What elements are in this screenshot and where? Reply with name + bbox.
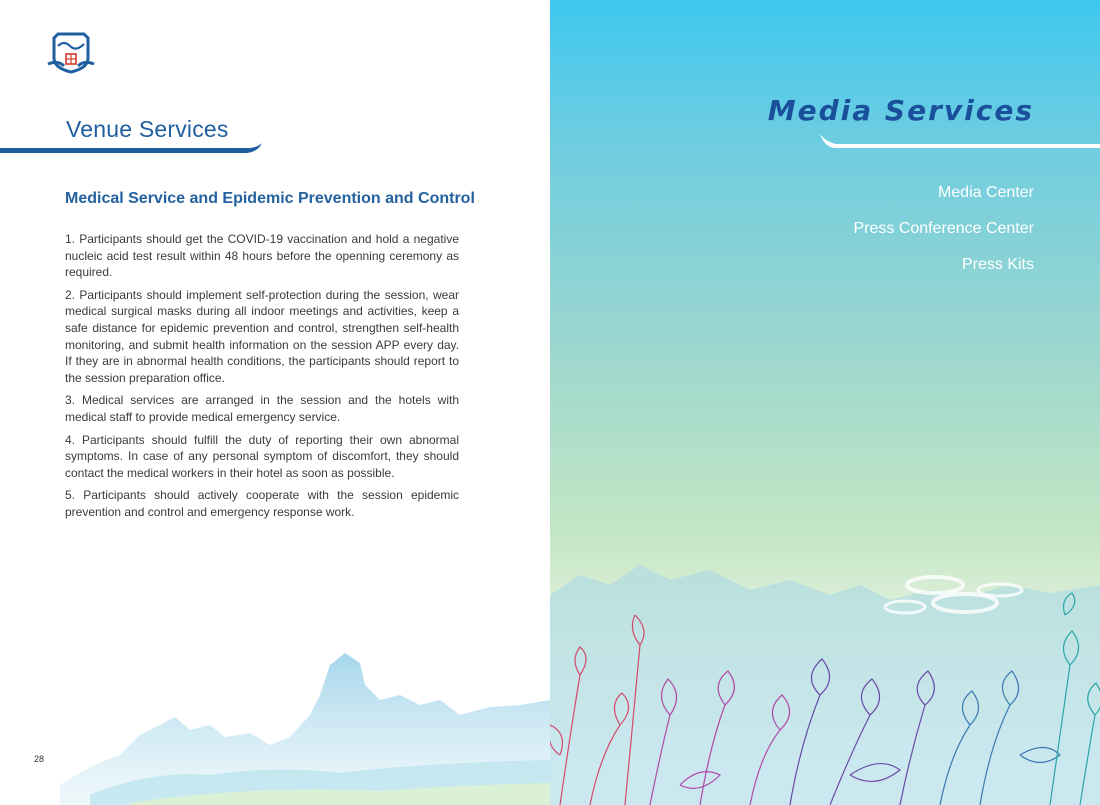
media-services-menu [853, 180, 1034, 288]
right-page [550, 0, 1100, 805]
paragraph: 1. Participants should get the COVID-19 vaccination and hold a negative nucleic acid test result within 48 hours before the openning ceremony as required. [65, 232, 459, 280]
paragraph: 2. Participants should implement self-protection during the session, wear medical surgical masks during all indoor meetings and activities, keep a safe distance for epidemic prevention and control, strengthen self-health monitoring, and submit health information on the session APP every day. If they are in abnormal health conditions, the participants should report to the session preparation office. [65, 287, 459, 385]
title-underline-swoosh [0, 142, 262, 156]
paragraph: 3. Medical services are arranged in the session and the hotels with medical staff to provide medical emergency service. [65, 393, 459, 424]
paragraph-list [65, 231, 459, 527]
title-underline-swoosh [820, 132, 1100, 152]
menu-item-press-kits[interactable]: Press Kits [961, 256, 1034, 273]
paragraph: 5. Participants should actively cooperate with the session epidemic prevention and control and emergency response work. [65, 488, 459, 519]
mountain-landscape-illustration [0, 645, 550, 805]
fu-blessing-logo-icon [44, 30, 98, 78]
media-services-title: Media Services [767, 94, 1034, 127]
page-title: Venue Services [66, 116, 229, 142]
menu-item-media-center[interactable]: Media Center [937, 184, 1034, 201]
section-heading: Medical Service and Epidemic Prevention and Control [65, 190, 475, 207]
flower-garden-landscape-illustration [550, 555, 1100, 805]
menu-item-press-conference-center[interactable]: Press Conference Center [853, 220, 1034, 237]
paragraph: 4. Participants should fulfill the duty of reporting their own abnormal symptoms. In case of any personal symptom of discomfort, they should contact the medical workers in their hotel as soon as possible. [65, 432, 459, 480]
page-number: 28 [34, 754, 45, 764]
